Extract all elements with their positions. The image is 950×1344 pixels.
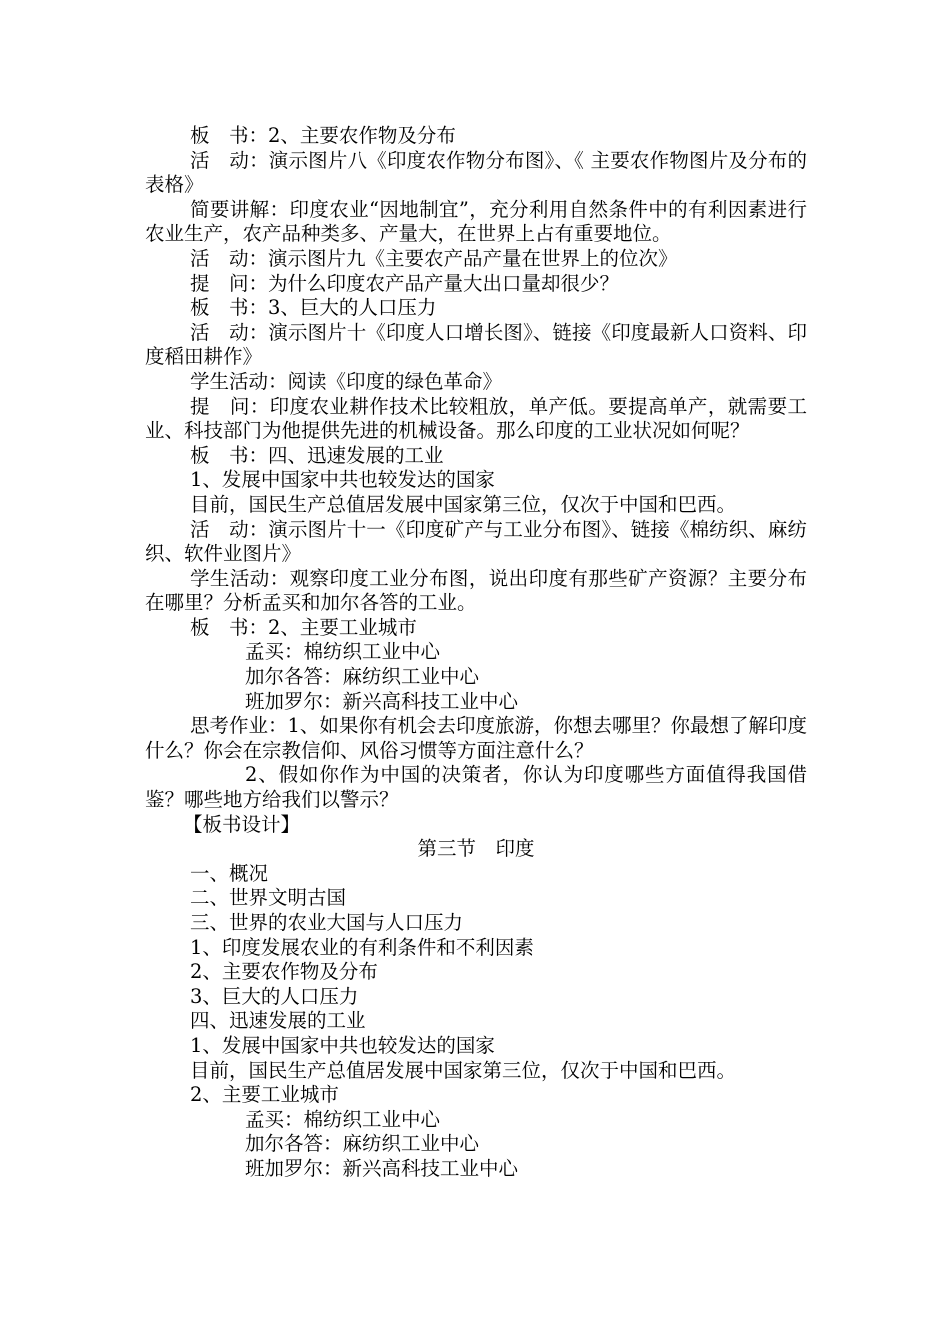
- activity-population-chart: 活 动：演示图片十《印度人口增长图》、链接《印度最新人口资料、印度稻田耕作》: [145, 320, 807, 369]
- board-city: 加尔各答：麻纺织工业中心: [245, 1132, 480, 1156]
- board-item: 三、世界的农业大国与人口压力: [190, 911, 464, 934]
- homework-2: 2、假如你作为中国的决策者，你认为印度哪些方面值得我国借鉴？哪些地方给我们以警示？: [145, 763, 807, 812]
- board-item: 2、主要农作物及分布: [190, 960, 378, 984]
- question-industry: 提 问：印度农业耕作技术比较粗放，单产低。要提高单产，就需要工业、科技部门为他提供先进的机械设备。那么印度的工业状况如何呢？: [145, 394, 807, 443]
- board-note-population: 板 书：3、巨大的人口压力: [190, 296, 437, 320]
- board-city: 班加罗尔：新兴高科技工业中心: [245, 1156, 519, 1180]
- student-activity-observe: 学生活动：观察印度工业分布图，说出印度有那些矿产资源？主要分布在哪里？分析孟买和加尔各答的工业。: [145, 566, 807, 615]
- activity-industry-map: 活 动：演示图片十一《印度矿产与工业分布图》、链接《棉纺织、麻纺织、软件业图片》: [145, 517, 807, 566]
- city-bangalore: 班加罗尔：新兴高科技工业中心: [245, 689, 519, 713]
- board-city: 孟买：棉纺织工业中心: [245, 1107, 441, 1131]
- board-item: 二、世界文明古国: [190, 886, 347, 910]
- board-note-cities: 板 书：2、主要工业城市: [190, 615, 417, 639]
- board-item: 2、主要工业城市: [190, 1083, 339, 1107]
- board-item: 1、印度发展农业的有利条件和不利因素: [190, 935, 534, 959]
- city-kolkata: 加尔各答：麻纺织工业中心: [245, 665, 480, 689]
- board-note-crops: 板 书：2、主要农作物及分布: [190, 124, 456, 147]
- board-item: 四、迅速发展的工业: [190, 1009, 366, 1033]
- board-design-title: 第三节 印度: [417, 837, 535, 861]
- homework-1: 思考作业：1、如果你有机会去印度旅游，你想去哪里？你最想了解印度什么？你会在宗教信仰、风俗习惯等方面注意什么？: [145, 714, 807, 762]
- industry-point-1: 1、发展中国家中共也较发达的国家: [190, 468, 495, 492]
- activity-output-rank: 活 动：演示图片九《主要农产品产量在世界上的位次》: [190, 246, 678, 270]
- board-item: 3、巨大的人口压力: [190, 984, 359, 1008]
- gdp-statement: 目前，国民生产总值居发展中国家第三位，仅次于中国和巴西。: [190, 492, 737, 516]
- document-page: [145, 124, 807, 1182]
- brief-explanation: 简要讲解：印度农业“因地制宜”，充分利用自然条件中的有利因素进行农业生产，农产品种类多、产量大，在世界上占有重要地位。: [145, 197, 807, 246]
- board-design-heading: 【板书设计】: [183, 812, 301, 836]
- board-item: 1、发展中国家中共也较发达的国家: [190, 1033, 495, 1057]
- activity-crop-map: 活 动：演示图片八《印度农作物分布图》、《 主要农作物图片及分布的表格》: [145, 148, 807, 197]
- board-item: 目前，国民生产总值居发展中国家第三位，仅次于中国和巴西。: [190, 1058, 737, 1082]
- city-mumbai: 孟买：棉纺织工业中心: [245, 640, 441, 664]
- board-item: 一、概况: [190, 861, 269, 885]
- student-activity-reading: 学生活动：阅读《印度的绿色革命》: [190, 369, 503, 393]
- board-note-industry: 板 书：四、迅速发展的工业: [190, 443, 444, 467]
- question-export: 提 问：为什么印度农产品产量大出口量却很少？: [190, 271, 620, 295]
